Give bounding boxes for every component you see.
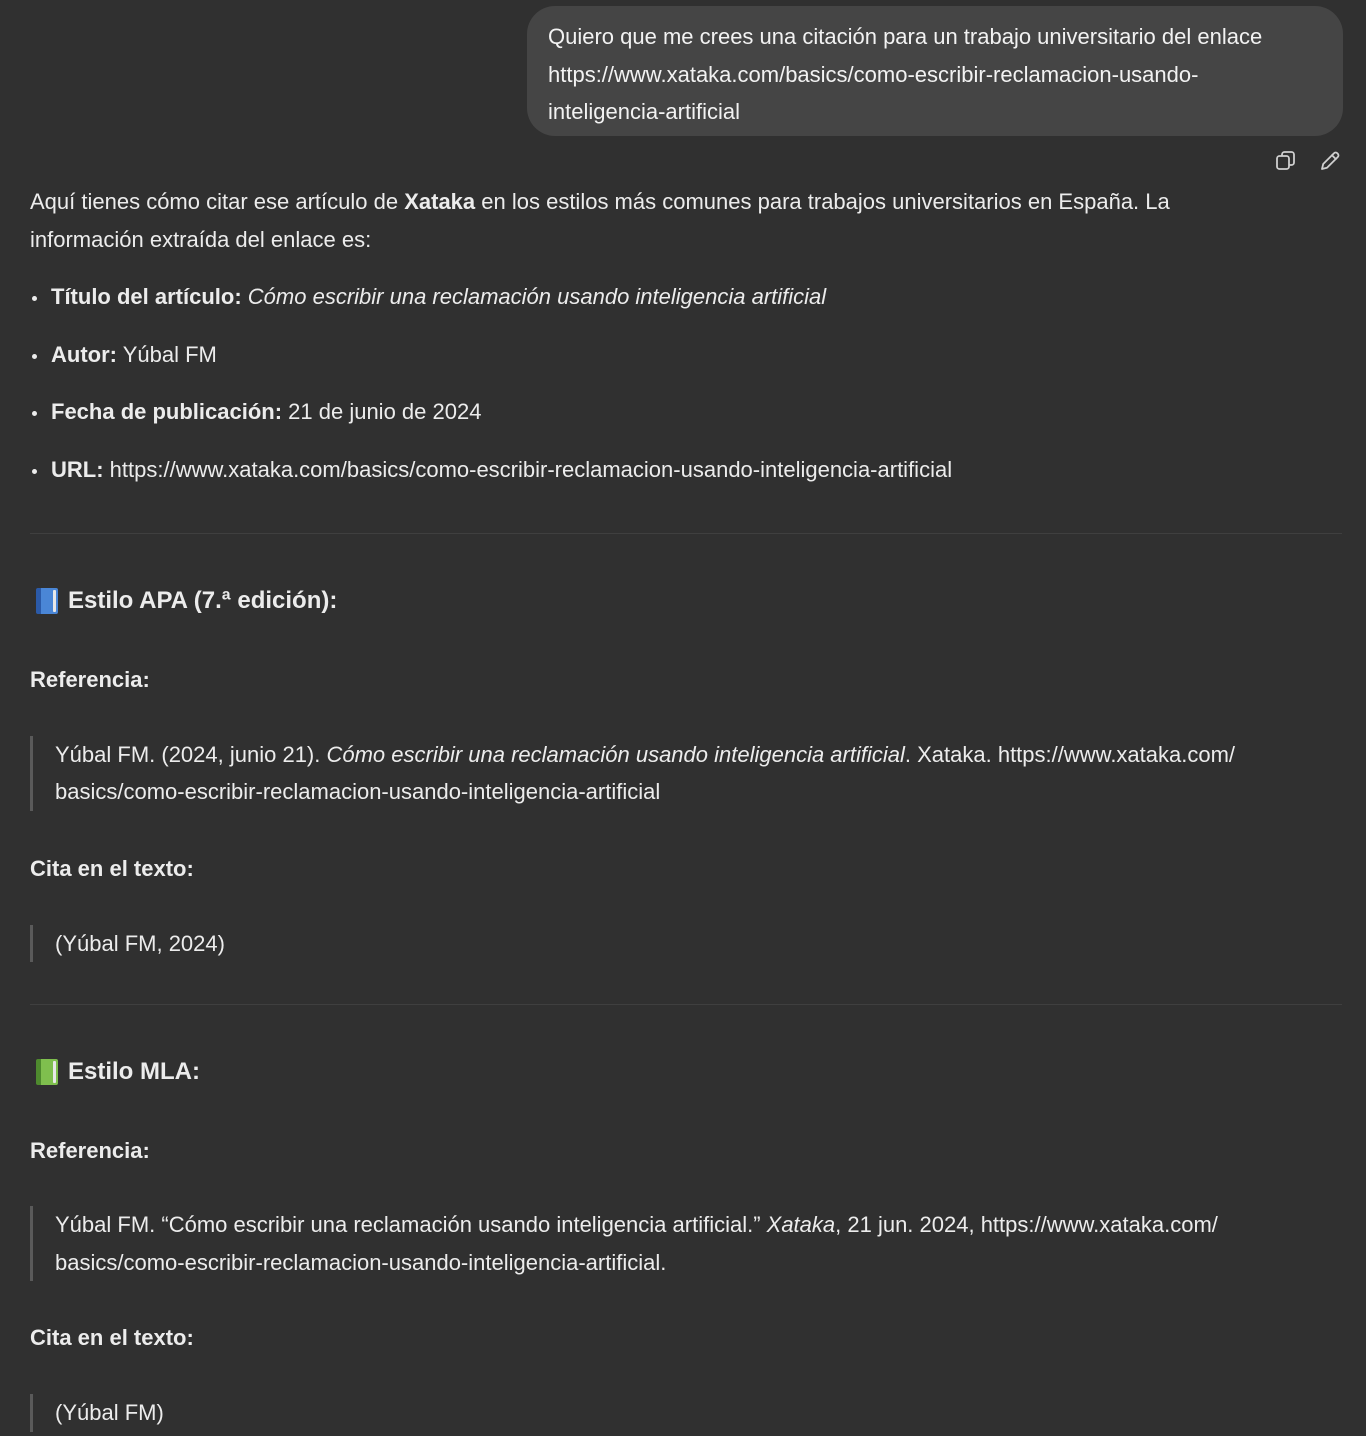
mla-reference-quote	[30, 1206, 1342, 1281]
info-label-date: Fecha de publicación:	[51, 399, 283, 424]
apa-cite-label: Cita en el texto:	[30, 855, 194, 881]
article-info-list	[30, 278, 1342, 489]
mla-ref-url-cont: basics/como-escribir-reclamacion-usando-inteligencia-artificial.	[55, 1249, 667, 1275]
apa-cite-text: (Yúbal FM, 2024)	[55, 930, 225, 956]
copy-icon	[1272, 147, 1300, 175]
info-value-url[interactable]: https://www.xataka.com/basics/como-escribir-reclamacion-usando-inteligencia-artificial	[103, 456, 953, 482]
intro-text-line2: información extraída del enlace es:	[30, 227, 372, 252]
info-value-date: 21 de junio de 2024	[282, 399, 482, 424]
apa-reference-quote	[30, 736, 1342, 811]
info-label-author: Autor:	[51, 341, 117, 367]
pencil-icon	[1316, 147, 1344, 175]
mla-ref-author-title: Yúbal FM. “Cómo escribir una reclamación usando inteligencia artificial.”	[55, 1212, 767, 1237]
intro-bold-source: Xataka	[404, 189, 476, 214]
mla-cite-label: Cita en el texto:	[30, 1325, 194, 1350]
apa-ref-url-cont: basics/como-escribir-reclamacion-usando-inteligencia-artificial	[55, 779, 661, 804]
info-value-author: Yúbal FM	[116, 341, 217, 367]
user-message-bubble	[527, 6, 1343, 136]
green-book-icon	[36, 1059, 58, 1085]
user-message-line-2: https://www.xataka.com/basics/como-escribir-reclamacion-usando-	[548, 61, 1199, 87]
mla-cite-quote	[30, 1394, 1342, 1432]
apa-ref-author: Yúbal FM. (2024, junio 21).	[55, 741, 327, 767]
blue-book-icon	[36, 588, 58, 614]
assistant-message	[30, 183, 1342, 1432]
mla-reference-label: Referencia:	[30, 1138, 150, 1163]
apa-ref-source: . Xataka. https://www.xataka.com/	[904, 741, 1236, 767]
intro-text-cont: en los estilos más comunes para trabajos universitarios en España. La	[475, 189, 1170, 214]
mla-title-text: Estilo MLA:	[68, 1058, 200, 1085]
message-actions	[1270, 147, 1350, 175]
list-item	[30, 393, 1342, 431]
intro-text: Aquí tienes cómo citar ese artículo de	[30, 189, 405, 214]
info-value-title: Cómo escribir una reclamación usando inteligencia artificial	[241, 284, 827, 309]
user-message-line-1: Quiero que me crees una citación para un trabajo universitario del enlace	[548, 24, 1263, 49]
intro-paragraph	[30, 183, 1342, 259]
edit-button[interactable]	[1316, 147, 1344, 175]
list-item	[30, 336, 1342, 374]
mla-section-title	[30, 1053, 1342, 1091]
list-item	[30, 278, 1342, 316]
mla-ref-date-url: , 21 jun. 2024, https://www.xataka.com/	[835, 1212, 1218, 1237]
user-message-line-3: inteligencia-artificial	[548, 99, 740, 124]
mla-ref-source: Xataka	[766, 1212, 836, 1237]
divider	[30, 1004, 1342, 1005]
mla-cite-text: (Yúbal FM)	[55, 1400, 164, 1425]
apa-cite-quote	[30, 925, 1342, 963]
apa-ref-title: Cómo escribir una reclamación usando inteligencia artificial	[326, 741, 905, 767]
list-item	[30, 451, 1342, 489]
copy-button[interactable]	[1272, 147, 1300, 175]
info-label-title: Título del artículo:	[51, 284, 242, 309]
apa-title-text: Estilo APA (7.ª edición):	[68, 586, 338, 614]
apa-reference-label: Referencia:	[30, 666, 150, 692]
apa-section-title	[30, 582, 1342, 620]
info-label-url: URL:	[51, 456, 104, 482]
divider	[30, 533, 1342, 534]
